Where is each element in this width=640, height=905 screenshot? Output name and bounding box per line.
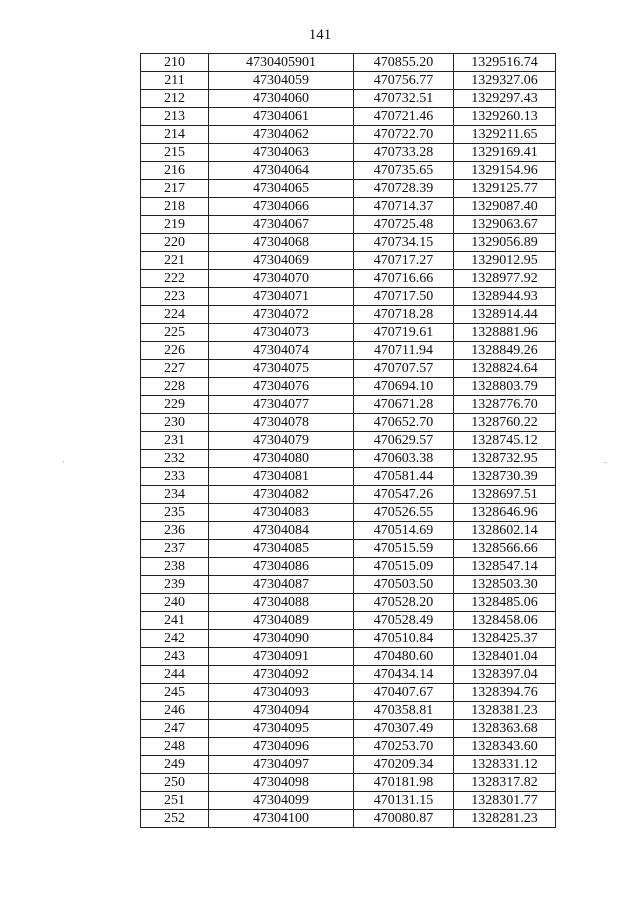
table-row bbox=[141, 360, 556, 378]
table-row bbox=[141, 252, 556, 270]
x-coordinate-cell: 470855.20 bbox=[354, 54, 454, 72]
x-coordinate-cell: 470181.98 bbox=[354, 774, 454, 792]
point-number-cell: 222 bbox=[141, 270, 209, 288]
x-coordinate-cell: 470358.81 bbox=[354, 702, 454, 720]
y-coordinate-cell: 1329087.40 bbox=[454, 198, 556, 216]
point-number-cell: 240 bbox=[141, 594, 209, 612]
point-number-cell: 233 bbox=[141, 468, 209, 486]
y-coordinate-cell: 1328745.12 bbox=[454, 432, 556, 450]
x-coordinate-cell: 470719.61 bbox=[354, 324, 454, 342]
y-coordinate-cell: 1328503.30 bbox=[454, 576, 556, 594]
table-row bbox=[141, 522, 556, 540]
table-row bbox=[141, 576, 556, 594]
y-coordinate-cell: 1328397.04 bbox=[454, 666, 556, 684]
y-coordinate-cell: 1328485.06 bbox=[454, 594, 556, 612]
point-id-cell: 47304097 bbox=[209, 756, 354, 774]
y-coordinate-cell: 1328401.04 bbox=[454, 648, 556, 666]
y-coordinate-cell: 1329297.43 bbox=[454, 90, 556, 108]
point-id-cell: 47304064 bbox=[209, 162, 354, 180]
x-coordinate-cell: 470503.50 bbox=[354, 576, 454, 594]
table-row bbox=[141, 54, 556, 72]
table-row bbox=[141, 108, 556, 126]
table-row bbox=[141, 144, 556, 162]
y-coordinate-cell: 1328977.92 bbox=[454, 270, 556, 288]
point-number-cell: 247 bbox=[141, 720, 209, 738]
y-coordinate-cell: 1328803.79 bbox=[454, 378, 556, 396]
point-id-cell: 47304066 bbox=[209, 198, 354, 216]
table-row bbox=[141, 504, 556, 522]
x-coordinate-cell: 470131.15 bbox=[354, 792, 454, 810]
point-id-cell: 47304088 bbox=[209, 594, 354, 612]
x-coordinate-cell: 470526.55 bbox=[354, 504, 454, 522]
point-id-cell: 47304062 bbox=[209, 126, 354, 144]
y-coordinate-cell: 1329327.06 bbox=[454, 72, 556, 90]
table-row bbox=[141, 774, 556, 792]
point-id-cell: 47304071 bbox=[209, 288, 354, 306]
x-coordinate-cell: 470728.39 bbox=[354, 180, 454, 198]
point-number-cell: 214 bbox=[141, 126, 209, 144]
point-number-cell: 235 bbox=[141, 504, 209, 522]
point-number-cell: 243 bbox=[141, 648, 209, 666]
point-number-cell: 242 bbox=[141, 630, 209, 648]
x-coordinate-cell: 470725.48 bbox=[354, 216, 454, 234]
x-coordinate-cell: 470603.38 bbox=[354, 450, 454, 468]
table-row bbox=[141, 378, 556, 396]
table-row bbox=[141, 594, 556, 612]
left-margin-mark: · bbox=[62, 458, 65, 467]
y-coordinate-cell: 1329211.65 bbox=[454, 126, 556, 144]
point-id-cell: 47304067 bbox=[209, 216, 354, 234]
y-coordinate-cell: 1329056.89 bbox=[454, 234, 556, 252]
table-row bbox=[141, 216, 556, 234]
y-coordinate-cell: 1328776.70 bbox=[454, 396, 556, 414]
point-id-cell: 47304098 bbox=[209, 774, 354, 792]
point-id-cell: 47304069 bbox=[209, 252, 354, 270]
point-number-cell: 232 bbox=[141, 450, 209, 468]
x-coordinate-cell: 470581.44 bbox=[354, 468, 454, 486]
table-row bbox=[141, 162, 556, 180]
point-number-cell: 226 bbox=[141, 342, 209, 360]
x-coordinate-cell: 470718.28 bbox=[354, 306, 454, 324]
table-row bbox=[141, 414, 556, 432]
point-number-cell: 238 bbox=[141, 558, 209, 576]
y-coordinate-cell: 1328547.14 bbox=[454, 558, 556, 576]
x-coordinate-cell: 470707.57 bbox=[354, 360, 454, 378]
y-coordinate-cell: 1328914.44 bbox=[454, 306, 556, 324]
table-row bbox=[141, 612, 556, 630]
point-id-cell: 47304079 bbox=[209, 432, 354, 450]
x-coordinate-cell: 470307.49 bbox=[354, 720, 454, 738]
point-id-cell: 47304077 bbox=[209, 396, 354, 414]
point-id-cell: 47304090 bbox=[209, 630, 354, 648]
coordinates-table-body bbox=[141, 54, 556, 828]
table-row bbox=[141, 666, 556, 684]
point-number-cell: 217 bbox=[141, 180, 209, 198]
x-coordinate-cell: 470407.67 bbox=[354, 684, 454, 702]
point-number-cell: 244 bbox=[141, 666, 209, 684]
x-coordinate-cell: 470717.50 bbox=[354, 288, 454, 306]
y-coordinate-cell: 1328425.37 bbox=[454, 630, 556, 648]
y-coordinate-cell: 1328281.23 bbox=[454, 810, 556, 828]
point-id-cell: 47304075 bbox=[209, 360, 354, 378]
y-coordinate-cell: 1329260.13 bbox=[454, 108, 556, 126]
point-number-cell: 246 bbox=[141, 702, 209, 720]
x-coordinate-cell: 470717.27 bbox=[354, 252, 454, 270]
right-margin-mark: - bbox=[604, 458, 607, 467]
point-number-cell: 248 bbox=[141, 738, 209, 756]
table-row bbox=[141, 810, 556, 828]
point-number-cell: 234 bbox=[141, 486, 209, 504]
point-id-cell: 47304089 bbox=[209, 612, 354, 630]
x-coordinate-cell: 470434.14 bbox=[354, 666, 454, 684]
x-coordinate-cell: 470080.87 bbox=[354, 810, 454, 828]
point-number-cell: 223 bbox=[141, 288, 209, 306]
y-coordinate-cell: 1328317.82 bbox=[454, 774, 556, 792]
table-row bbox=[141, 180, 556, 198]
x-coordinate-cell: 470714.37 bbox=[354, 198, 454, 216]
table-row bbox=[141, 324, 556, 342]
point-id-cell: 47304082 bbox=[209, 486, 354, 504]
point-number-cell: 215 bbox=[141, 144, 209, 162]
y-coordinate-cell: 1329125.77 bbox=[454, 180, 556, 198]
point-id-cell: 47304096 bbox=[209, 738, 354, 756]
table-row bbox=[141, 342, 556, 360]
point-id-cell: 47304083 bbox=[209, 504, 354, 522]
point-id-cell: 47304060 bbox=[209, 90, 354, 108]
table-row bbox=[141, 306, 556, 324]
point-id-cell: 47304100 bbox=[209, 810, 354, 828]
table-row bbox=[141, 72, 556, 90]
y-coordinate-cell: 1328944.93 bbox=[454, 288, 556, 306]
x-coordinate-cell: 470694.10 bbox=[354, 378, 454, 396]
point-number-cell: 239 bbox=[141, 576, 209, 594]
point-number-cell: 225 bbox=[141, 324, 209, 342]
table-row bbox=[141, 288, 556, 306]
x-coordinate-cell: 470721.46 bbox=[354, 108, 454, 126]
point-id-cell: 47304072 bbox=[209, 306, 354, 324]
coordinates-table bbox=[140, 53, 556, 828]
table-row bbox=[141, 702, 556, 720]
x-coordinate-cell: 470735.65 bbox=[354, 162, 454, 180]
point-id-cell: 47304081 bbox=[209, 468, 354, 486]
table-row bbox=[141, 126, 556, 144]
y-coordinate-cell: 1328760.22 bbox=[454, 414, 556, 432]
y-coordinate-cell: 1328458.06 bbox=[454, 612, 556, 630]
y-coordinate-cell: 1328849.26 bbox=[454, 342, 556, 360]
point-number-cell: 252 bbox=[141, 810, 209, 828]
y-coordinate-cell: 1328363.68 bbox=[454, 720, 556, 738]
point-id-cell: 47304092 bbox=[209, 666, 354, 684]
y-coordinate-cell: 1329169.41 bbox=[454, 144, 556, 162]
point-number-cell: 236 bbox=[141, 522, 209, 540]
point-id-cell: 47304078 bbox=[209, 414, 354, 432]
x-coordinate-cell: 470480.60 bbox=[354, 648, 454, 666]
table-row bbox=[141, 792, 556, 810]
x-coordinate-cell: 470528.49 bbox=[354, 612, 454, 630]
y-coordinate-cell: 1328602.14 bbox=[454, 522, 556, 540]
y-coordinate-cell: 1328646.96 bbox=[454, 504, 556, 522]
x-coordinate-cell: 470547.26 bbox=[354, 486, 454, 504]
x-coordinate-cell: 470734.15 bbox=[354, 234, 454, 252]
point-id-cell: 47304063 bbox=[209, 144, 354, 162]
table-row bbox=[141, 558, 556, 576]
point-id-cell: 47304068 bbox=[209, 234, 354, 252]
point-number-cell: 211 bbox=[141, 72, 209, 90]
table-row bbox=[141, 756, 556, 774]
y-coordinate-cell: 1328732.95 bbox=[454, 450, 556, 468]
table-row bbox=[141, 432, 556, 450]
point-number-cell: 221 bbox=[141, 252, 209, 270]
point-number-cell: 237 bbox=[141, 540, 209, 558]
point-id-cell: 47304059 bbox=[209, 72, 354, 90]
point-id-cell: 4730405901 bbox=[209, 54, 354, 72]
point-id-cell: 47304085 bbox=[209, 540, 354, 558]
x-coordinate-cell: 470722.70 bbox=[354, 126, 454, 144]
point-id-cell: 47304095 bbox=[209, 720, 354, 738]
point-number-cell: 210 bbox=[141, 54, 209, 72]
page-number: 141 bbox=[308, 27, 332, 43]
point-id-cell: 47304076 bbox=[209, 378, 354, 396]
table-row bbox=[141, 684, 556, 702]
table-row bbox=[141, 720, 556, 738]
point-id-cell: 47304084 bbox=[209, 522, 354, 540]
y-coordinate-cell: 1329012.95 bbox=[454, 252, 556, 270]
y-coordinate-cell: 1328730.39 bbox=[454, 468, 556, 486]
point-id-cell: 47304093 bbox=[209, 684, 354, 702]
table-row bbox=[141, 630, 556, 648]
point-id-cell: 47304080 bbox=[209, 450, 354, 468]
point-number-cell: 249 bbox=[141, 756, 209, 774]
table-row bbox=[141, 234, 556, 252]
point-id-cell: 47304087 bbox=[209, 576, 354, 594]
y-coordinate-cell: 1329516.74 bbox=[454, 54, 556, 72]
point-id-cell: 47304091 bbox=[209, 648, 354, 666]
x-coordinate-cell: 470528.20 bbox=[354, 594, 454, 612]
y-coordinate-cell: 1328566.66 bbox=[454, 540, 556, 558]
x-coordinate-cell: 470733.28 bbox=[354, 144, 454, 162]
x-coordinate-cell: 470652.70 bbox=[354, 414, 454, 432]
point-number-cell: 212 bbox=[141, 90, 209, 108]
y-coordinate-cell: 1328331.12 bbox=[454, 756, 556, 774]
x-coordinate-cell: 470756.77 bbox=[354, 72, 454, 90]
point-number-cell: 227 bbox=[141, 360, 209, 378]
y-coordinate-cell: 1328824.64 bbox=[454, 360, 556, 378]
point-id-cell: 47304073 bbox=[209, 324, 354, 342]
y-coordinate-cell: 1328394.76 bbox=[454, 684, 556, 702]
x-coordinate-cell: 470671.28 bbox=[354, 396, 454, 414]
table-row bbox=[141, 486, 556, 504]
point-number-cell: 245 bbox=[141, 684, 209, 702]
x-coordinate-cell: 470510.84 bbox=[354, 630, 454, 648]
table-row bbox=[141, 198, 556, 216]
point-number-cell: 218 bbox=[141, 198, 209, 216]
x-coordinate-cell: 470209.34 bbox=[354, 756, 454, 774]
x-coordinate-cell: 470515.59 bbox=[354, 540, 454, 558]
table-row bbox=[141, 270, 556, 288]
point-number-cell: 251 bbox=[141, 792, 209, 810]
point-number-cell: 224 bbox=[141, 306, 209, 324]
point-number-cell: 220 bbox=[141, 234, 209, 252]
point-number-cell: 213 bbox=[141, 108, 209, 126]
table-row bbox=[141, 738, 556, 756]
table-row bbox=[141, 90, 556, 108]
y-coordinate-cell: 1328881.96 bbox=[454, 324, 556, 342]
x-coordinate-cell: 470253.70 bbox=[354, 738, 454, 756]
y-coordinate-cell: 1329063.67 bbox=[454, 216, 556, 234]
x-coordinate-cell: 470514.69 bbox=[354, 522, 454, 540]
point-number-cell: 241 bbox=[141, 612, 209, 630]
point-id-cell: 47304094 bbox=[209, 702, 354, 720]
y-coordinate-cell: 1328697.51 bbox=[454, 486, 556, 504]
y-coordinate-cell: 1328301.77 bbox=[454, 792, 556, 810]
point-number-cell: 250 bbox=[141, 774, 209, 792]
point-id-cell: 47304065 bbox=[209, 180, 354, 198]
y-coordinate-cell: 1328381.23 bbox=[454, 702, 556, 720]
y-coordinate-cell: 1329154.96 bbox=[454, 162, 556, 180]
point-id-cell: 47304061 bbox=[209, 108, 354, 126]
point-id-cell: 47304074 bbox=[209, 342, 354, 360]
point-id-cell: 47304086 bbox=[209, 558, 354, 576]
x-coordinate-cell: 470515.09 bbox=[354, 558, 454, 576]
point-number-cell: 229 bbox=[141, 396, 209, 414]
point-id-cell: 47304070 bbox=[209, 270, 354, 288]
point-number-cell: 228 bbox=[141, 378, 209, 396]
x-coordinate-cell: 470716.66 bbox=[354, 270, 454, 288]
x-coordinate-cell: 470711.94 bbox=[354, 342, 454, 360]
table-row bbox=[141, 450, 556, 468]
table-row bbox=[141, 540, 556, 558]
table-row bbox=[141, 648, 556, 666]
point-number-cell: 230 bbox=[141, 414, 209, 432]
point-number-cell: 231 bbox=[141, 432, 209, 450]
y-coordinate-cell: 1328343.60 bbox=[454, 738, 556, 756]
table-row bbox=[141, 396, 556, 414]
point-id-cell: 47304099 bbox=[209, 792, 354, 810]
point-number-cell: 216 bbox=[141, 162, 209, 180]
x-coordinate-cell: 470629.57 bbox=[354, 432, 454, 450]
x-coordinate-cell: 470732.51 bbox=[354, 90, 454, 108]
table-row bbox=[141, 468, 556, 486]
point-number-cell: 219 bbox=[141, 216, 209, 234]
